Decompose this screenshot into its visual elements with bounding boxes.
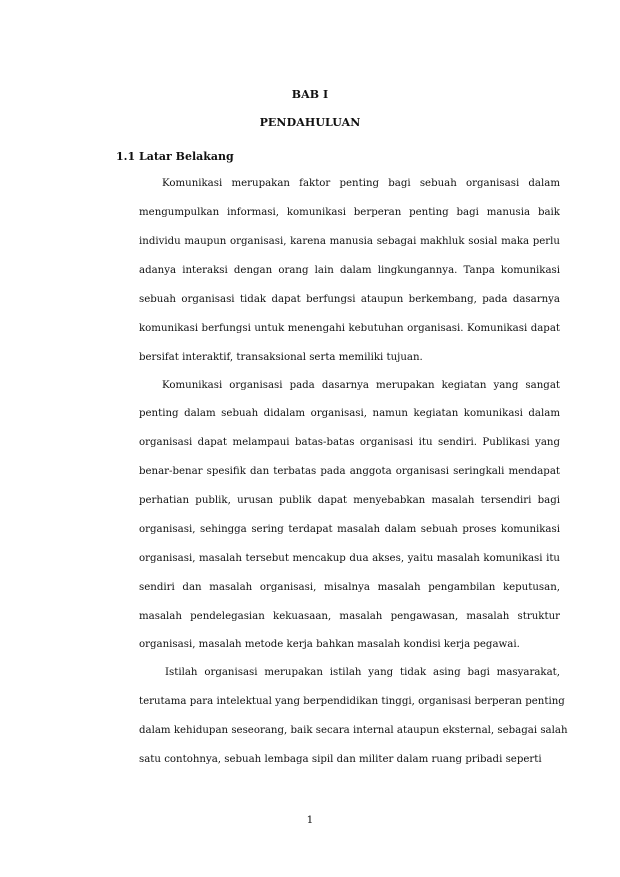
page-number: 1 bbox=[306, 814, 314, 826]
paragraph-line: sebuah organisasi tidak dapat berfungsi ataupun berkembang, pada dasarnya bbox=[139, 294, 560, 305]
paragraph-line: sendiri dan masalah organisasi, misalnya masalah pengambilan keputusan, bbox=[139, 582, 560, 593]
paragraph-line: adanya interaksi dengan orang lain dalam lingkungannya. Tanpa komunikasi bbox=[139, 265, 560, 276]
paragraph-line: mengumpulkan informasi, komunikasi berperan penting bagi manusia baik bbox=[139, 207, 560, 218]
paragraph-line: individu maupun organisasi, karena manusia sebagai makhluk sosial maka perlu bbox=[139, 236, 560, 247]
chapter-number: BAB I bbox=[291, 88, 329, 101]
paragraph-line: organisasi, sehingga sering terdapat masalah dalam sebuah proses komunikasi bbox=[139, 524, 560, 535]
paragraph-line: Istilah organisasi merupakan istilah yang tidak asing bagi masyarakat, bbox=[165, 667, 560, 678]
paragraph-line: organisasi dapat melampaui batas-batas organisasi itu sendiri. Publikasi yang bbox=[139, 437, 560, 448]
paragraph-line: dalam kehidupan seseorang, baik secara internal ataupun eksternal, sebagai salah bbox=[139, 725, 568, 736]
paragraph-line: komunikasi berfungsi untuk menengahi kebutuhan organisasi. Komunikasi dapat bbox=[139, 323, 560, 334]
section-title: 1.1 Latar Belakang bbox=[116, 150, 234, 163]
paragraph-line: masalah pendelegasian kekuasaan, masalah pengawasan, masalah struktur bbox=[139, 611, 560, 622]
paragraph-line: organisasi, masalah metode kerja bahkan masalah kondisi kerja pegawai. bbox=[139, 639, 520, 650]
paragraph-line: penting dalam sebuah didalam organisasi, namun kegiatan komunikasi dalam bbox=[139, 408, 560, 419]
paragraph-line: perhatian publik, urusan publik dapat menyebabkan masalah tersendiri bagi bbox=[139, 495, 560, 506]
paragraph-line: satu contohnya, sebuah lembaga sipil dan militer dalam ruang pribadi seperti bbox=[139, 754, 542, 765]
paragraph-line: Komunikasi merupakan faktor penting bagi sebuah organisasi dalam bbox=[162, 178, 560, 189]
paragraph-line: organisasi, masalah tersebut mencakup dua akses, yaitu masalah komunikasi itu bbox=[139, 553, 560, 564]
paragraph-line: terutama para intelektual yang berpendidikan tinggi, organisasi berperan penting bbox=[139, 696, 565, 707]
paragraph-line: bersifat interaktif, transaksional serta memiliki tujuan. bbox=[139, 352, 423, 363]
paragraph-line: Komunikasi organisasi pada dasarnya merupakan kegiatan yang sangat bbox=[162, 380, 560, 391]
paragraph-line: benar-benar spesifik dan terbatas pada anggota organisasi seringkali mendapat bbox=[139, 466, 560, 477]
chapter-title: PENDAHULUAN bbox=[259, 116, 361, 129]
